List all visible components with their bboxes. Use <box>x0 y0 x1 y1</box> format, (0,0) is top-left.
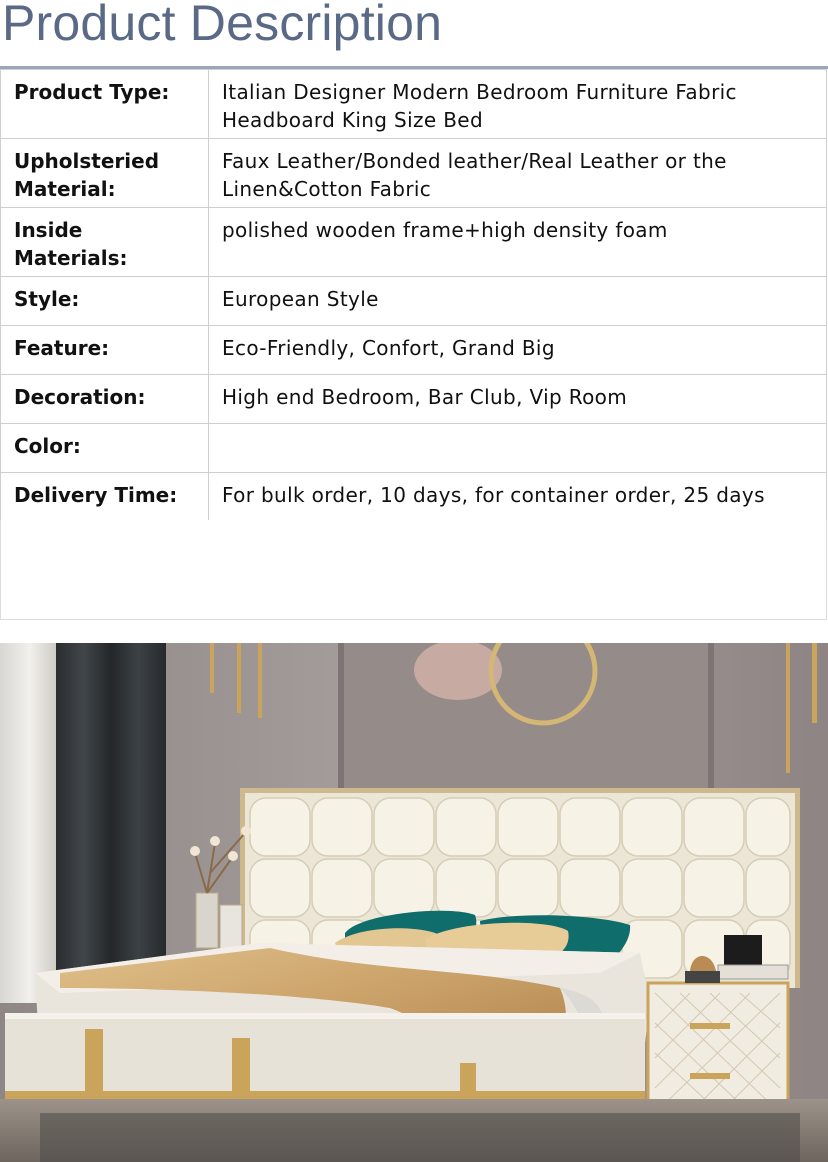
page-title: Product Description <box>2 0 443 51</box>
spec-value <box>209 424 827 473</box>
bed-product-photo <box>0 643 828 1162</box>
spec-label: Style: <box>1 277 209 326</box>
spec-value: Italian Designer Modern Bedroom Furniture Fabric Headboard King Size Bed <box>209 70 827 139</box>
spec-label: Product Type: <box>1 70 209 139</box>
spec-value: Eco-Friendly, Confort, Grand Big <box>209 326 827 375</box>
specs-table <box>0 69 827 522</box>
spec-label: Delivery Time: <box>1 473 209 522</box>
spec-label: Inside Materials: <box>1 208 209 277</box>
faded-table-area <box>0 520 827 620</box>
spec-value: European Style <box>209 277 827 326</box>
table-row <box>1 326 827 375</box>
spec-label: Color: <box>1 424 209 473</box>
spec-label: Decoration: <box>1 375 209 424</box>
table-row <box>1 139 827 208</box>
table-row <box>1 208 827 277</box>
table-row <box>1 424 827 473</box>
table-row <box>1 70 827 139</box>
table-row <box>1 375 827 424</box>
spec-label: Upholsteried Material: <box>1 139 209 208</box>
spec-label: Feature: <box>1 326 209 375</box>
spec-value: High end Bedroom, Bar Club, Vip Room <box>209 375 827 424</box>
table-row <box>1 277 827 326</box>
spec-value: Faux Leather/Bonded leather/Real Leather or the Linen&Cotton Fabric <box>209 139 827 208</box>
spec-value: For bulk order, 10 days, for container order, 25 days <box>209 473 827 522</box>
fade-strip <box>1 540 826 585</box>
spec-value: polished wooden frame+high density foam <box>209 208 827 277</box>
table-row <box>1 473 827 522</box>
